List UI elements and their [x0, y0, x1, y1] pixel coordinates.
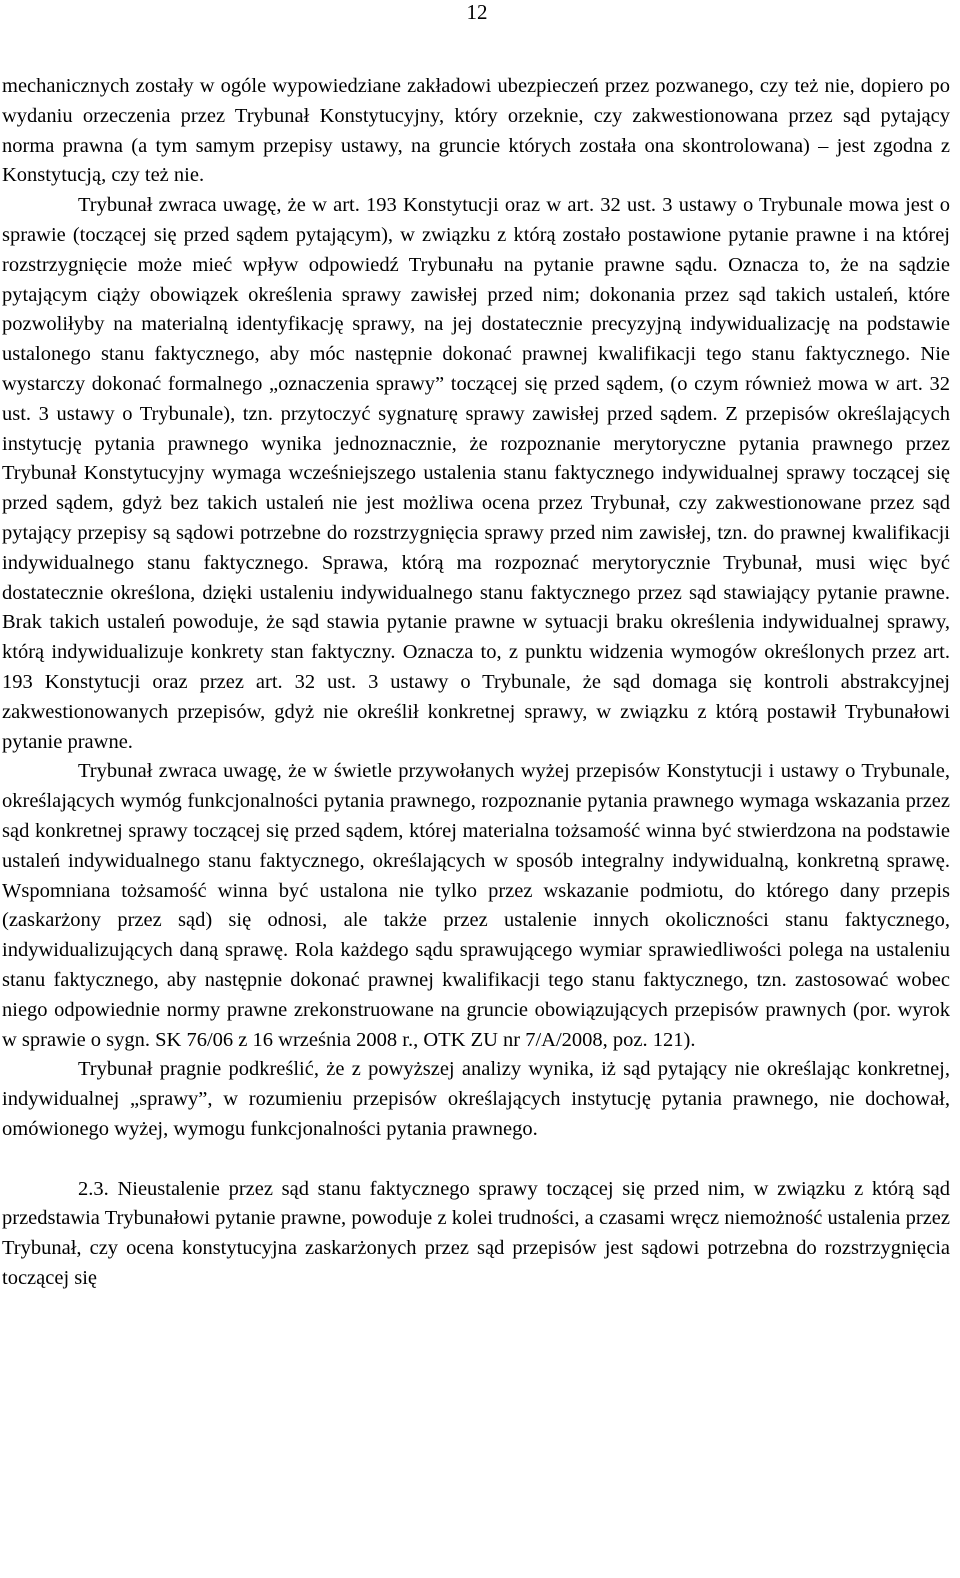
paragraph-section-2-3: 2.3. Nieustalenie przez sąd stanu faktycznego sprawy toczącej się przed nim, w związku z którą sąd przedstawia Trybunałowi pytanie prawne, powoduje z kolei trudności, a czasami wręcz niemożność ustalenia przez Trybunał, czy ocena konstytucyjna zaskarżonych przez sąd przepisów jest sądowi potrzebna do rozstrzygnięcia toczącej się	[2, 1177, 950, 1290]
paragraph-conclusion: Trybunał pragnie podkreślić, że z powyższej analizy wynika, iż sąd pytający nie określając konkretnej, indywidualnej „sprawy”, w rozumieniu przepisów określających instytucję pytania prawnego, nie dochował, omówionego wyżej, wymogu funkcjonalności pytania prawnego.	[2, 1058, 950, 1140]
page-number: 12	[466, 0, 488, 24]
document-body	[2, 72, 950, 1294]
paragraph-continuation: mechanicznych zostały w ogóle wypowiedziane zakładowi ubezpieczeń przez pozwanego, czy też nie, dopiero po wydaniu orzeczenia przez Trybunał Konstytucyjny, który orzeknie, czy zakwestionowana przez sąd pytający norma prawna (a tym samym przepisy ustawy, na gruncie których została ona skontrolowana) – jest zgodna z Konstytucją, czy też nie.	[2, 75, 950, 187]
paragraph-functionality-requirement: Trybunał zwraca uwagę, że w świetle przywołanych wyżej przepisów Konstytucji i ustawy o Trybunale, określających wymóg funkcjonalności pytania prawnego, rozpoznanie pytania prawnego wymaga wskazania przez sąd konkretnej sprawy toczącej się przed sądem, której materialna tożsamość winna być stwierdzona na podstawie ustaleń indywidualnego stanu faktycznego, określających w sposób integralny indywidualną, konkretną sprawę. Wspomniana tożsamość winna być ustalona nie tylko przez wskazanie podmiotu, do którego dany przepis (zaskarżony przez sąd) się odnosi, ale także przez ustalenie innych okoliczności stanu faktycznego, indywidualizujących daną sprawę. Rola każdego sądu sprawującego wymiar sprawiedliwości polega na ustaleniu stanu faktycznego, aby następnie dokonać prawnej kwalifikacji tego stanu faktycznego, tzn. zastosować wobec niego odpowiednie normy prawne zrekonstruowane na gruncie obowiązujących przepisów prawnych (por. wyrok w sprawie o sygn. SK 76/06 z 16 września 2008 r., OTK ZU nr 7/A/2008, poz. 121).	[2, 760, 950, 1051]
paragraph-art-193-analysis: Trybunał zwraca uwagę, że w art. 193 Konstytucji oraz w art. 32 ust. 3 ustawy o Trybunale mowa jest o sprawie (toczącej się przed sądem pytającym), w związku z którą zostało postawione pytanie prawne i na której rozstrzygnięcie może mieć wpływ odpowiedź Trybunału na pytanie prawne sądu. Oznacza to, że na sądzie pytającym ciąży obowiązek określenia sprawy zawisłej przed nim; dokonania przez sąd takich ustaleń, które pozwoliłyby na materialną identyfikację sprawy, na jej dostatecznie precyzyjną indywidualizację na podstawie ustalonego stanu faktycznego, aby móc następnie dokonać prawnej kwalifikacji tego stanu faktycznego. Nie wystarczy dokonać formalnego „oznaczenia sprawy” toczącej się przed sądem, (o czym również mowa w art. 32 ust. 3 ustawy o Trybunale), tzn. przytoczyć sygnaturę sprawy zawisłej przed sądem. Z przepisów określających instytucję pytania prawnego wynika jednoznacznie, że rozpoznanie merytoryczne pytania prawnego przez Trybunał Konstytucyjny wymaga wcześniejszego ustalenia stanu faktycznego indywidualnej sprawy toczącej się przed sądem, gdyż bez takich ustaleń nie jest możliwa ocena przez Trybunał, czy zakwestionowane przez sąd pytający przepisy są sądowi potrzebne do rozstrzygnięcia sprawy przed nim zawisłej, tzn. do prawnej kwalifikacji indywidualnego stanu faktycznego. Sprawa, którą ma rozpoznać merytorycznie Trybunał, musi więc być dostatecznie określona, dzięki ustaleniu indywidualnego stanu faktycznego przez sąd stawiający pytanie prawne. Brak takich ustaleń powoduje, że sąd stawia pytanie prawne w sytuacji braku określenia indywidualnej sprawy, którą indywidualizuje konkrety stan faktyczny. Oznacza to, z punktu widzenia wymogów określonych przez art. 193 Konstytucji oraz przez art. 32 ust. 3 ustawy o Trybunale, że sąd domaga się kontroli abstrakcyjnej zakwestionowanych przepisów, gdyż nie określił konkretnej sprawy, w związku z którą postawił Trybunałowi pytanie prawne.	[2, 194, 950, 753]
